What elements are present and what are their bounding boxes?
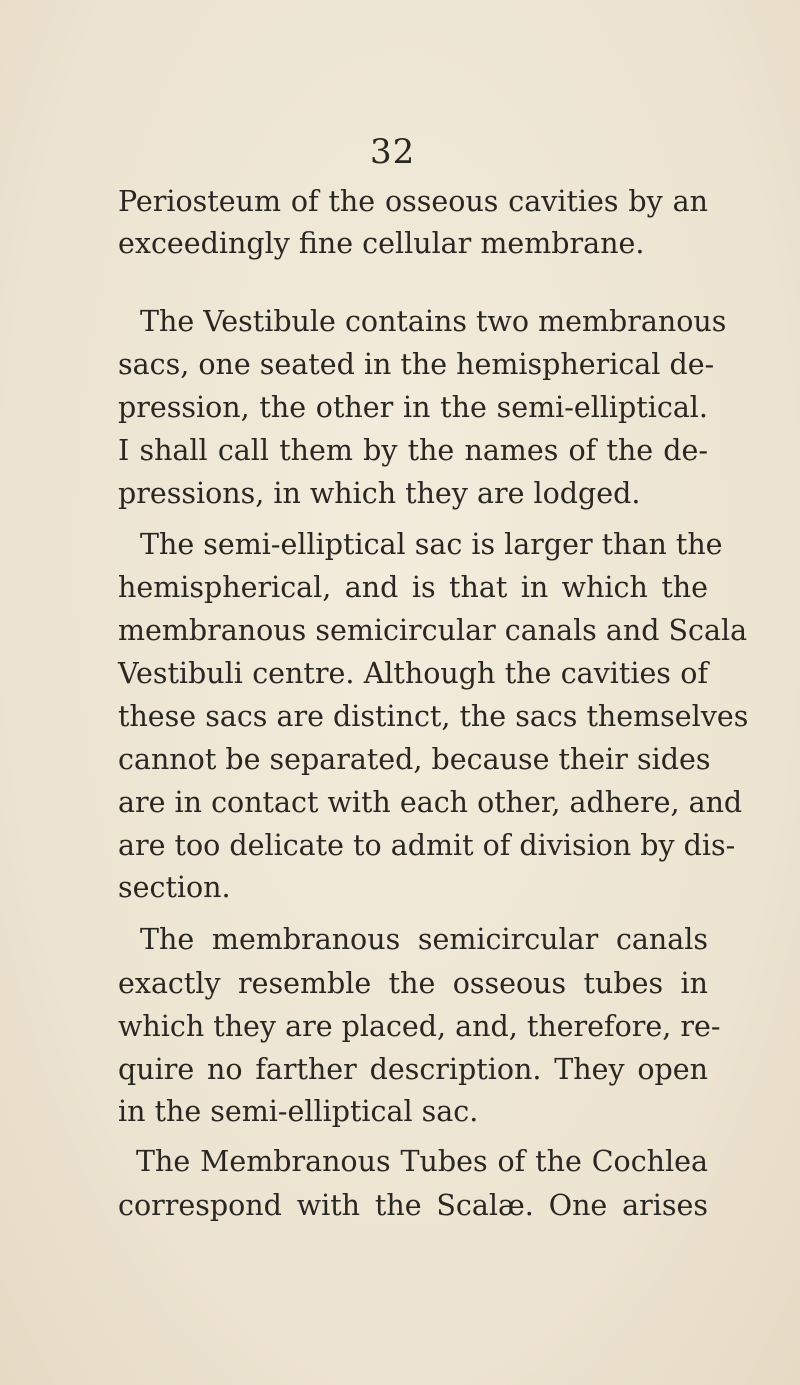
text-line: these sacs are distinct, the sacs themselves bbox=[118, 700, 749, 733]
text-line: The semi-elliptical sac is larger than the bbox=[140, 528, 723, 561]
text-line: Periosteum of the osseous cavities by an bbox=[118, 185, 708, 218]
text-line: exceedingly fine cellular membrane. bbox=[118, 227, 645, 260]
text-line: are too delicate to admit of division by dis- bbox=[118, 829, 736, 862]
text-line: which they are placed, and, therefore, re- bbox=[118, 1010, 721, 1043]
text-line: The Membranous Tubes of the Cochlea bbox=[136, 1145, 708, 1178]
text-line: section. bbox=[118, 871, 231, 904]
text-line: I shall call them by the names of the de- bbox=[118, 434, 708, 467]
text-line: The Vestibule contains two membranous bbox=[140, 305, 727, 338]
page-number: 32 bbox=[370, 132, 416, 172]
text-line: Vestibuli centre. Although the cavities of bbox=[118, 657, 708, 690]
text-line: membranous semicircular canals and Scala bbox=[118, 614, 748, 647]
text-line: cannot be separated, because their sides bbox=[118, 743, 711, 776]
text-line: pressions, in which they are lodged. bbox=[118, 477, 641, 510]
text-line: in the semi-elliptical sac. bbox=[118, 1095, 479, 1128]
text-line: correspond with the Scalæ. One arises bbox=[118, 1189, 708, 1222]
text-line: quire no farther description. They open bbox=[118, 1053, 708, 1086]
text-line: exactly resemble the osseous tubes in bbox=[118, 967, 708, 1000]
text-line: sacs, one seated in the hemispherical de- bbox=[118, 348, 715, 381]
text-line: hemispherical, and is that in which the bbox=[118, 571, 708, 604]
text-line: are in contact with each other, adhere, and bbox=[118, 786, 743, 819]
text-line: The membranous semicircular canals bbox=[140, 923, 708, 956]
text-line: pression, the other in the semi-elliptical. bbox=[118, 391, 708, 424]
